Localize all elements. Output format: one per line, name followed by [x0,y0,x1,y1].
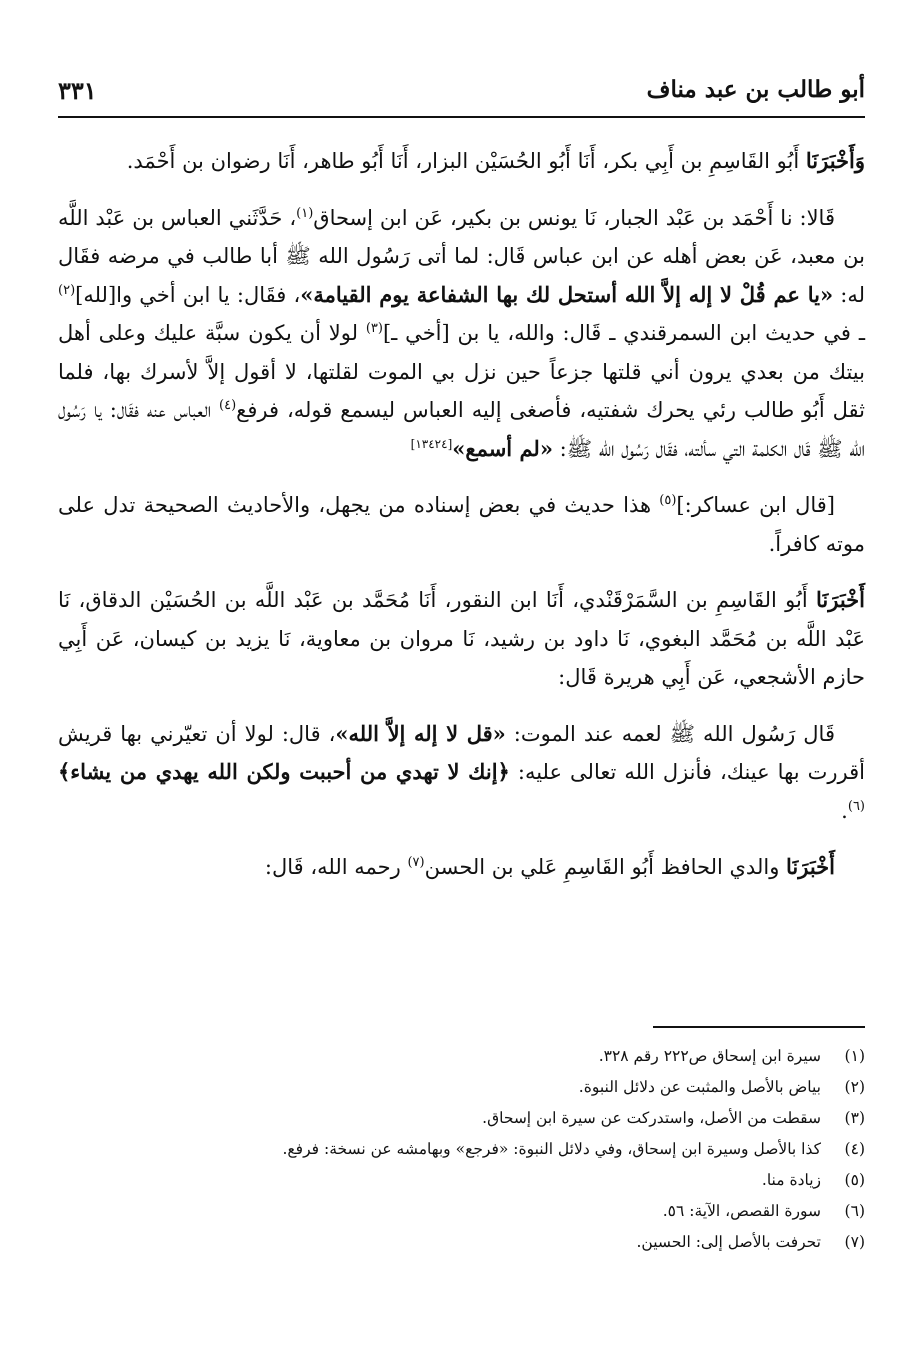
isnad-lead: أَخْبَرَنَا [786,854,835,879]
footnote-number: (٤) [844,1140,865,1158]
paragraph-text: العباس عنه فقَال: يا رَسُول الله ﷺ قَال الكلمة التي سألته، فقَال رَسُول الله ﷺ: [58,398,865,461]
footnote-ref: (٤) [219,398,237,413]
paragraph-text: والدي الحافظ أَبُو القَاسِمِ عَلي بن الحسن [424,855,787,879]
footnote-item [58,1196,865,1227]
footnote-number: (٣) [844,1109,865,1127]
footnote-number: (٢) [844,1078,865,1096]
paragraph-1 [58,142,865,181]
footnote-text: زيادة منا. [761,1171,821,1189]
hadith-quote: «يا عم قُلْ لا إله إلاَّ الله أستحل لك بها الشفاعة يوم القيامة» [300,281,834,307]
paragraph-text: ، قال: لولا أن تعيّرني بها قريش أقررت بها عينك، فأنزل الله تعالى عليه: [58,721,865,784]
footnote-divider [653,1026,865,1028]
paragraph-3 [58,486,865,563]
footnote-number: (٧) [844,1233,865,1251]
paragraph-text: رحمه الله، قَال: [264,855,408,879]
hadith-quote: «قل لا إله إلاَّ الله» [335,720,506,746]
footnote-text: سقطت من الأصل، واستدركت عن سيرة ابن إسحاق. [482,1109,821,1127]
page-header [58,70,865,118]
footnote-number: (١) [844,1047,865,1065]
paragraph-6 [58,848,865,887]
footnote-text: سورة القصص، الآية: ٥٦. [662,1202,821,1220]
footnote-ref: (٥) [659,493,677,508]
footnote-ref: (٦) [847,798,865,814]
footnotes-list [58,1041,865,1258]
footnote-number: (٥) [844,1171,865,1189]
page-number: ٣٣١ [58,76,97,105]
paragraph-text: ـ في حديث ابن السمرقندي ـ قَال: والله، يا بن [أخي ـ] [382,321,865,345]
footnote-item [58,1165,865,1196]
paragraph-4 [58,581,865,697]
footnote-item [58,1227,865,1258]
footnote-ref: (١) [296,205,314,221]
footnote-text: سيرة ابن إسحاق ص٢٢٢ رقم ٣٢٨. [598,1047,821,1065]
footnote-text: كذا بالأصل وسيرة ابن إسحاق، وفي دلائل النبوة: «فرجع» وبهامشه عن نسخة: فرفع. [282,1140,821,1158]
footnote-text: بياض بالأصل والمثبت عن دلائل النبوة. [578,1078,821,1096]
quran-verse: ﴿إنك لا تهدي من أحببت ولكن الله يهدي من يشاء﴾ [58,759,510,784]
paragraph-text: أَبُو القَاسِمِ بن أَبِي بكر، أَنَا أَبُو الحُسَيْن البزار، أَنَا أَبُو طاهر، أَنَا رضوان بن أَحْمَد. [126,149,806,173]
footnote-item [58,1041,865,1072]
paragraph-text: ، حَدَّثَني العباس بن عَبْد اللَّه بن معبد، عَن بعض أهله عن ابن عباس قَال: لما أتى رَسُول الله ﷺ أبا طالب في مرضه فقَال له: [58,205,866,307]
footnote-ref: (٢) [58,282,76,298]
paragraph-text: ، فقَال: يا ابن أخي وا[لله] [75,282,301,307]
running-title: أبو طالب بن عبد مناف [646,76,865,103]
footnote-item [58,1134,865,1165]
paragraph-text: قَال رَسُول الله ﷺ لعمه عند الموت: [505,721,835,746]
footnote-ref: (٣) [365,321,383,336]
isnad-lead: وَأَخْبَرَنَا [805,148,865,173]
isnad-lead: أَخْبَرَنَا [816,587,865,612]
footnote-text: تحرفت بالأصل إلى: الحسين. [636,1233,821,1251]
paragraph-text: . [841,798,848,823]
footnote-item [58,1103,865,1134]
footnote-number: (٦) [844,1202,865,1220]
paragraph-text: لولا أن يكون سبَّة عليك وعلى أهل بيتك من بعدي يرون أني قلتها جزعاً حين نزل بي الموت لقلتها، لا أقول إلاَّ لأسرك بها، فلما ثقل أَبُو طالب رئي يحرك شفتيه، فأصغى إليه العباس ليسمع قوله، فرفع [58,321,865,422]
paragraph-text: قَالا: نا أَحْمَد بن عَبْد الجبار، نَا يونس بن بكير، عَن ابن إسحاق [313,205,835,230]
footnote-item [58,1072,865,1103]
source-ref: [١٣٤٢٤] [410,436,453,451]
paragraph-5 [58,715,865,831]
paragraph-text: هذا حديث في بعض إسناده من يجهل، والأحاديث الصحيحة تدل على موته كافراً. [58,493,865,556]
paragraph-text: أَبُو القَاسِمِ بن السَّمَرْقَنْدي، أَنَا ابن النقور، أَنَا مُحَمَّد بن عَبْد اللَّه بن الحُسَيْن الدقاق، نَا عَبْد اللَّه بن مُحَمَّد البغوي، نَا داود بن رشيد، نَا مروان بن معاوية، نَا يزيد بن كيسان، عَن أَبِي حازم الأشجعي، عَن أَبِي هريرة قَال: [58,588,865,689]
footnote-ref: (٧) [407,855,425,870]
main-text [58,142,865,905]
hadith-quote: «لم أسمع» [452,435,553,461]
paragraph-text: [قال ابن عساكر:] [676,493,835,517]
paragraph-2 [58,199,865,469]
